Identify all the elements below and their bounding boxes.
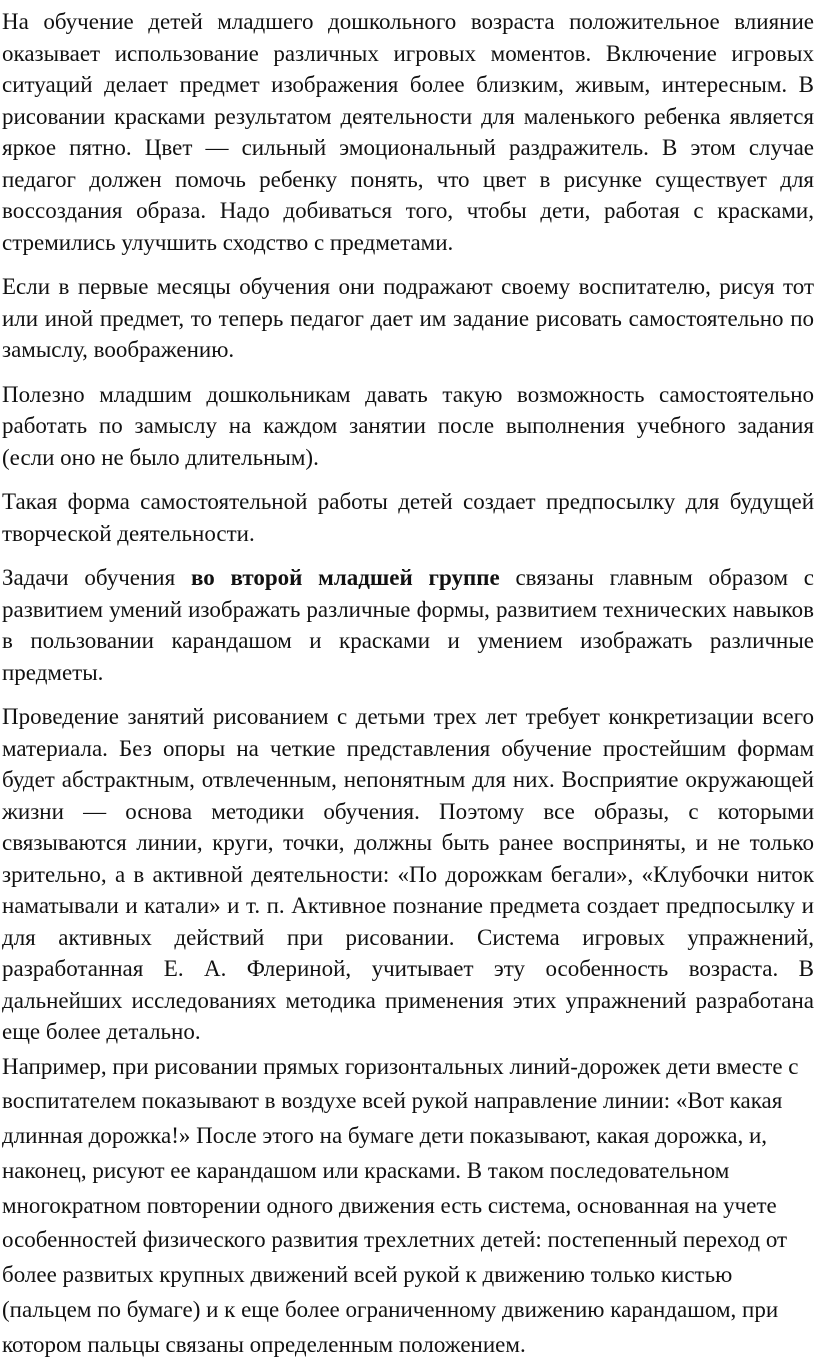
paragraph-tasks-intro: Задачи обучения	[2, 565, 191, 590]
paragraph-three-year-olds: Проведение занятий рисованием с детьми трех лет требует конкретизации всего материала. Без опоры на четкие представления обучение простейшим формам будет абстрактным, отвлеченным, непонятным для них. Восприятие окружающей жизни — основа методики обучения. Поэтому все образы, с которыми связываются линии, круги, точки, должны быть ранее восприняты, и не только зрительно, а в активной деятельности: «По дорожкам бегали», «Клубочки ниток наматывали и катали» и т. п. Активное познание предмета создает предпосылку и для активных действий при рисовании. Система игровых упражнений, разработанная Е. А. Флериной, учитывает эту особенность возраста. В дальнейших исследованиях методика применения этих упражнений разработана еще более детально.	[2, 704, 814, 1044]
paragraph-first-months: Если в первые месяцы обучения они подражают своему воспитателю, рисуя тот или иной предмет, то теперь педагог дает им задание рисовать самостоятельно по замыслу, воображению.	[2, 274, 814, 362]
paragraph-horizontal-lines: Например, при рисовании прямых горизонтальных линий-дорожек дети вместе с воспитателем показывают в воздухе всей рукой направление линии: «Вот какая длинная дорожка!» После этого на бумаге дети показывают, какая дорожка, и, наконец, рисуют ее карандашом или красками. В таком последовательном многократном повторении одного движения есть система, основанная на учете особенностей физического развития трехлетних детей: постепенный переход от более развитых крупных движений всей рукой к движению только кистью (пальцем по бумаге) и к еще более ограниченному движению карандашом, при котором пальцы связаны определенным положением.	[2, 1053, 799, 1357]
paragraph-tasks-rest: связаны главным образом с развитием умений изображать различные формы, развитием технических навыков в пользовании карандашом и красками и умением изображать различные предметы.	[2, 565, 814, 685]
group-name-bold: во второй младшей группе	[190, 565, 500, 590]
paragraph-creative-activity: Такая форма самостоятельной работы детей создает предпосылку для будущей творческой деятельности.	[2, 489, 814, 546]
paragraph-game-moments: На обучение детей младшего дошкольного возраста положительное влияние оказывает использование различных игровых моментов. Включение игровых ситуаций делает предмет изображения более близким, живым, интересным. В рисовании красками результатом деятельности для маленького ребенка является яркое пятно. Цвет — сильный эмоциональный раздражитель. В этом случае педагог должен помочь ребенку понять, что цвет в рисунке существует для воссоздания образа. Надо добиваться того, чтобы дети, работая с красками, стремились улучшить сходство с предметами.	[2, 9, 814, 255]
paragraph-second-junior-group	[2, 562, 814, 688]
paragraph-independent-work: Полезно младшим дошкольникам давать такую возможность самостоятельно работать по замыслу на каждом занятии после выполнения учебного задания (если оно не было длительным).	[2, 381, 814, 470]
